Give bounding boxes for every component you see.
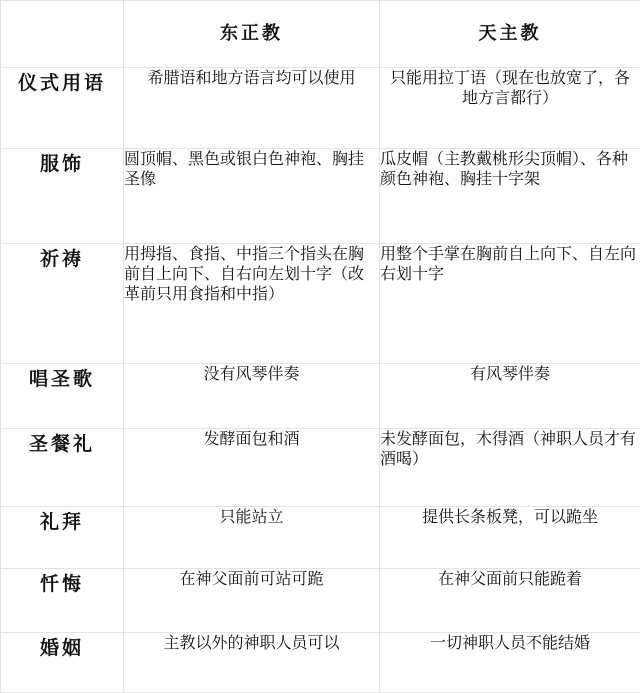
orthodox-cell: 没有风琴伴奏 xyxy=(124,364,380,429)
catholic-cell: 在神父面前只能跪着 xyxy=(380,569,640,633)
table-row xyxy=(1,68,640,149)
catholic-cell: 只能用拉丁语（现在也放宽了，各地方言都行） xyxy=(380,68,640,149)
catholic-cell: 有风琴伴奏 xyxy=(380,364,640,429)
catholic-cell: 瓜皮帽（主教戴桃形尖顶帽）、各种颜色神袍、胸挂十字架 xyxy=(380,149,640,244)
orthodox-cell: 主教以外的神职人员可以 xyxy=(124,633,380,693)
orthodox-cell: 圆顶帽、黑色或银白色神袍、胸挂圣像 xyxy=(124,149,380,244)
row-label: 仪式用语 xyxy=(1,68,124,149)
header-orthodox: 东正教 xyxy=(124,1,380,68)
catholic-cell: 提供长条板凳，可以跪坐 xyxy=(380,507,640,569)
catholic-cell: 未发酵面包，木得酒（神职人员才有酒喝） xyxy=(380,429,640,507)
orthodox-cell: 用拇指、食指、中指三个指头在胸前自上向下、自右向左划十字（改革前只用食指和中指） xyxy=(124,244,380,364)
table-row xyxy=(1,244,640,364)
row-label: 服饰 xyxy=(1,149,124,244)
catholic-cell: 一切神职人员不能结婚 xyxy=(380,633,640,693)
header-corner-cell xyxy=(1,1,124,68)
table-row xyxy=(1,569,640,633)
row-label: 祈祷 xyxy=(1,244,124,364)
orthodox-cell: 在神父面前可站可跪 xyxy=(124,569,380,633)
row-label: 唱圣歌 xyxy=(1,364,124,429)
table-row xyxy=(1,364,640,429)
row-label: 婚姻 xyxy=(1,633,124,693)
table-row xyxy=(1,429,640,507)
orthodox-cell: 只能站立 xyxy=(124,507,380,569)
table-row xyxy=(1,507,640,569)
row-label: 忏悔 xyxy=(1,569,124,633)
row-label: 礼拜 xyxy=(1,507,124,569)
header-row xyxy=(1,1,640,68)
row-label: 圣餐礼 xyxy=(1,429,124,507)
header-catholic: 天主教 xyxy=(380,1,640,68)
catholic-cell: 用整个手掌在胸前自上向下、自左向右划十字 xyxy=(380,244,640,364)
table-row xyxy=(1,633,640,693)
orthodox-cell: 发酵面包和酒 xyxy=(124,429,380,507)
table-row xyxy=(1,149,640,244)
orthodox-cell: 希腊语和地方语言均可以使用 xyxy=(124,68,380,149)
